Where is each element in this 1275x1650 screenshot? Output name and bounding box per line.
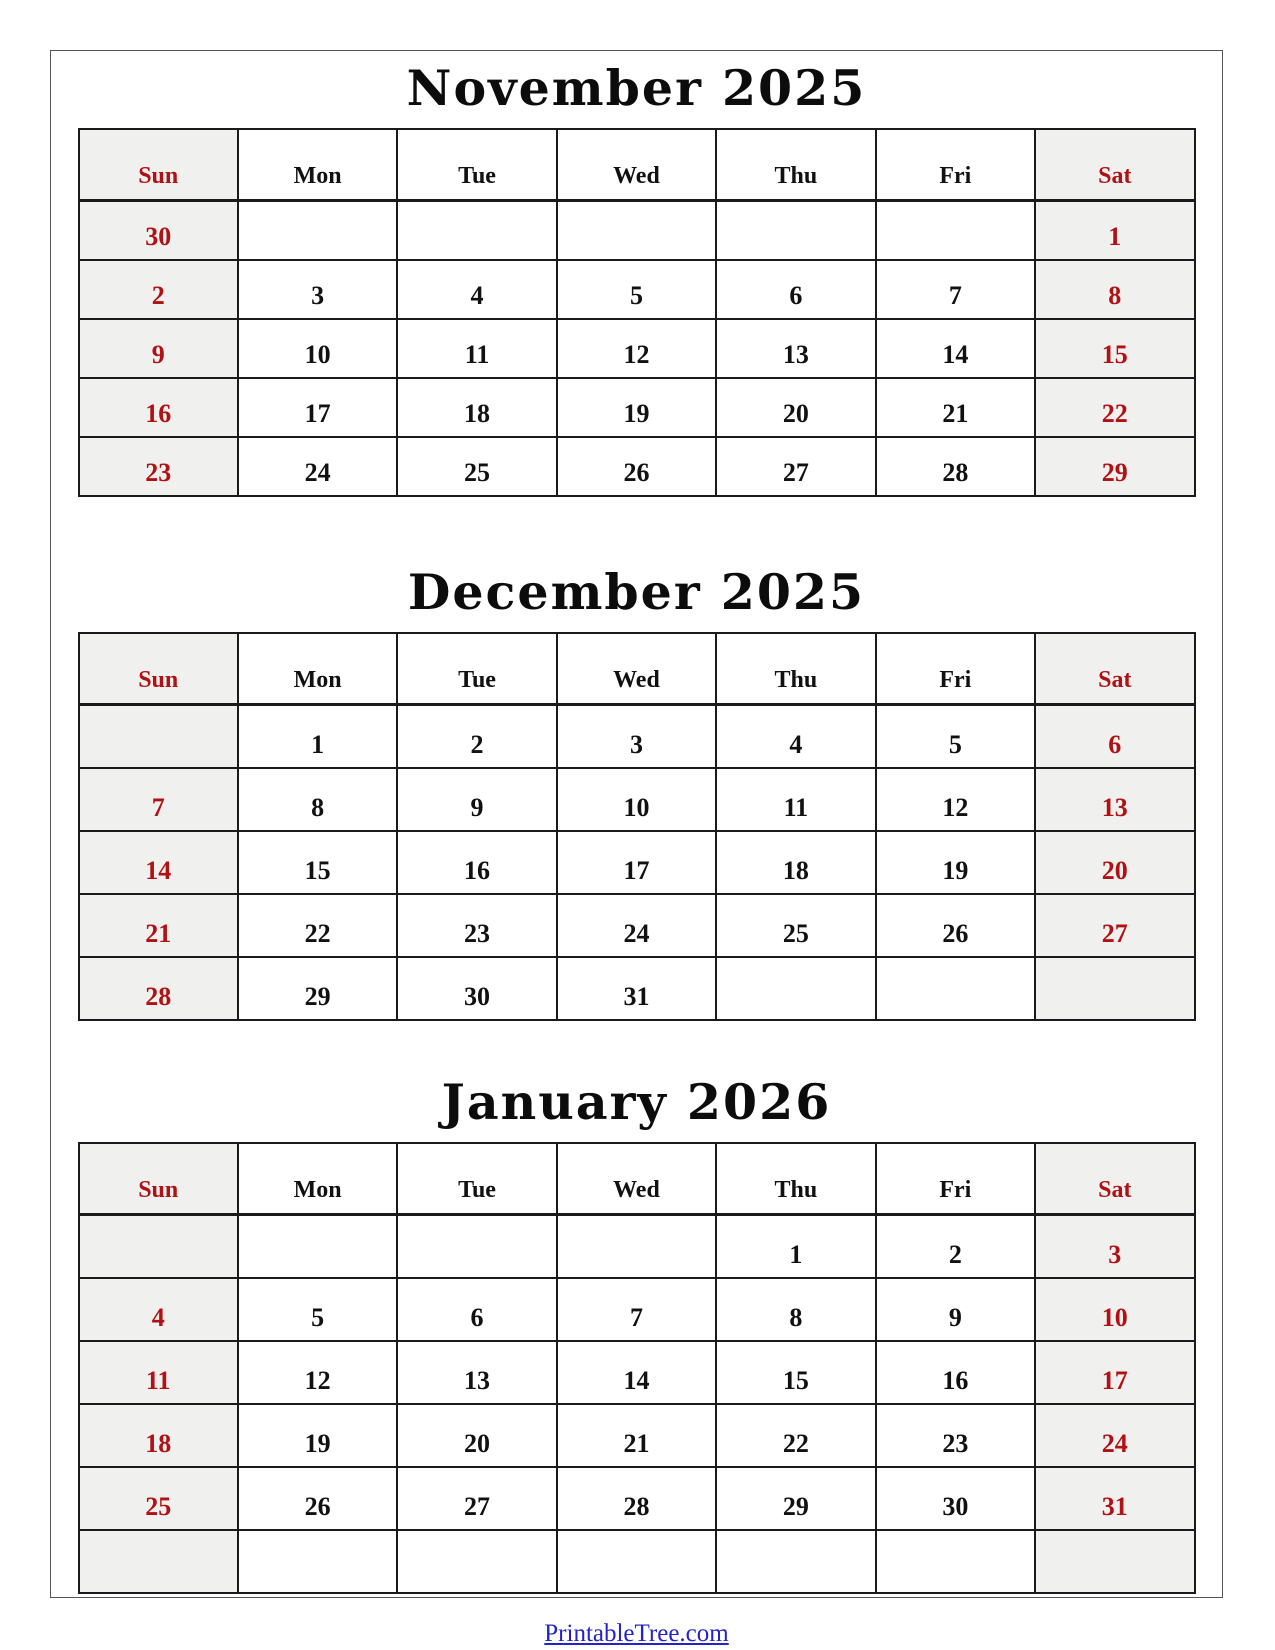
day-cell-20: 20 <box>716 378 875 437</box>
empty-day-cell <box>397 1215 556 1279</box>
weekday-header-sun: Sun <box>79 1143 238 1215</box>
day-cell-27: 27 <box>397 1467 556 1530</box>
day-cell-11: 11 <box>716 768 875 831</box>
day-cell-26: 26 <box>876 894 1035 957</box>
empty-day-cell <box>716 957 875 1020</box>
week-row <box>79 1278 1195 1341</box>
weekday-header-sat: Sat <box>1035 633 1194 705</box>
day-cell-24: 24 <box>1035 1404 1194 1467</box>
day-cell-21: 21 <box>557 1404 716 1467</box>
week-row <box>79 201 1195 261</box>
week-row <box>79 768 1195 831</box>
day-cell-15: 15 <box>716 1341 875 1404</box>
weekday-header-tue: Tue <box>397 129 556 201</box>
day-cell-15: 15 <box>1035 319 1194 378</box>
weekday-header-fri: Fri <box>876 129 1035 201</box>
page-frame <box>50 50 1223 1647</box>
day-cell-22: 22 <box>238 894 397 957</box>
empty-day-cell <box>79 1530 238 1593</box>
day-cell-10: 10 <box>238 319 397 378</box>
empty-day-cell <box>79 705 238 769</box>
empty-day-cell <box>876 1530 1035 1593</box>
empty-day-cell <box>1035 1530 1194 1593</box>
weekday-header-wed: Wed <box>557 633 716 705</box>
empty-day-cell <box>876 201 1035 261</box>
day-cell-25: 25 <box>79 1467 238 1530</box>
weekday-header-sun: Sun <box>79 129 238 201</box>
day-cell-1: 1 <box>716 1215 875 1279</box>
day-cell-22: 22 <box>716 1404 875 1467</box>
day-cell-1: 1 <box>238 705 397 769</box>
weekday-header-mon: Mon <box>238 1143 397 1215</box>
day-cell-28: 28 <box>876 437 1035 496</box>
day-cell-18: 18 <box>716 831 875 894</box>
weekday-header-sat: Sat <box>1035 129 1194 201</box>
day-cell-14: 14 <box>876 319 1035 378</box>
day-cell-26: 26 <box>557 437 716 496</box>
day-cell-17: 17 <box>238 378 397 437</box>
day-cell-12: 12 <box>238 1341 397 1404</box>
month-title-november-2025: November 2025 <box>406 59 867 117</box>
weekday-header-tue: Tue <box>397 633 556 705</box>
day-cell-30: 30 <box>876 1467 1035 1530</box>
empty-day-cell <box>238 1530 397 1593</box>
empty-day-cell <box>397 1530 556 1593</box>
day-cell-20: 20 <box>1035 831 1194 894</box>
day-cell-27: 27 <box>1035 894 1194 957</box>
day-cell-29: 29 <box>238 957 397 1020</box>
day-cell-3: 3 <box>557 705 716 769</box>
weekday-header-row <box>79 633 1195 705</box>
day-cell-13: 13 <box>397 1341 556 1404</box>
empty-day-cell <box>1035 957 1194 1020</box>
day-cell-29: 29 <box>1035 437 1194 496</box>
day-cell-25: 25 <box>716 894 875 957</box>
day-cell-15: 15 <box>238 831 397 894</box>
week-row <box>79 1215 1195 1279</box>
day-cell-7: 7 <box>79 768 238 831</box>
day-cell-1: 1 <box>1035 201 1194 261</box>
day-cell-24: 24 <box>557 894 716 957</box>
calendar-table-january-2026 <box>78 1142 1196 1594</box>
day-cell-25: 25 <box>397 437 556 496</box>
day-cell-9: 9 <box>79 319 238 378</box>
weekday-header-row <box>79 1143 1195 1215</box>
day-cell-6: 6 <box>716 260 875 319</box>
day-cell-16: 16 <box>79 378 238 437</box>
day-cell-5: 5 <box>238 1278 397 1341</box>
day-cell-30: 30 <box>397 957 556 1020</box>
day-cell-31: 31 <box>1035 1467 1194 1530</box>
day-cell-17: 17 <box>557 831 716 894</box>
week-row <box>79 1467 1195 1530</box>
empty-day-cell <box>876 957 1035 1020</box>
day-cell-18: 18 <box>79 1404 238 1467</box>
weekday-header-row <box>79 129 1195 201</box>
day-cell-2: 2 <box>79 260 238 319</box>
week-row <box>79 957 1195 1020</box>
week-row <box>79 378 1195 437</box>
empty-day-cell <box>716 1530 875 1593</box>
day-cell-8: 8 <box>716 1278 875 1341</box>
day-cell-23: 23 <box>876 1404 1035 1467</box>
day-cell-19: 19 <box>557 378 716 437</box>
calendar-table-december-2025 <box>78 632 1196 1021</box>
day-cell-3: 3 <box>1035 1215 1194 1279</box>
day-cell-27: 27 <box>716 437 875 496</box>
week-row <box>79 319 1195 378</box>
day-cell-2: 2 <box>397 705 556 769</box>
day-cell-4: 4 <box>79 1278 238 1341</box>
week-row <box>79 894 1195 957</box>
empty-day-cell <box>238 1215 397 1279</box>
day-cell-31: 31 <box>557 957 716 1020</box>
day-cell-26: 26 <box>238 1467 397 1530</box>
day-cell-6: 6 <box>397 1278 556 1341</box>
day-cell-30: 30 <box>79 201 238 261</box>
weekday-header-thu: Thu <box>716 129 875 201</box>
weekday-header-wed: Wed <box>557 1143 716 1215</box>
day-cell-9: 9 <box>397 768 556 831</box>
weekday-header-sun: Sun <box>79 633 238 705</box>
empty-day-cell <box>79 1215 238 1279</box>
day-cell-5: 5 <box>876 705 1035 769</box>
month-title-january-2026: January 2026 <box>441 1073 832 1131</box>
day-cell-12: 12 <box>876 768 1035 831</box>
empty-day-cell <box>238 201 397 261</box>
day-cell-4: 4 <box>397 260 556 319</box>
day-cell-8: 8 <box>238 768 397 831</box>
day-cell-2: 2 <box>876 1215 1035 1279</box>
day-cell-3: 3 <box>238 260 397 319</box>
day-cell-13: 13 <box>1035 768 1194 831</box>
day-cell-5: 5 <box>557 260 716 319</box>
day-cell-23: 23 <box>397 894 556 957</box>
weekday-header-wed: Wed <box>557 129 716 201</box>
day-cell-4: 4 <box>716 705 875 769</box>
day-cell-20: 20 <box>397 1404 556 1467</box>
weekday-header-tue: Tue <box>397 1143 556 1215</box>
week-row <box>79 831 1195 894</box>
day-cell-21: 21 <box>876 378 1035 437</box>
day-cell-13: 13 <box>716 319 875 378</box>
week-row <box>79 437 1195 496</box>
day-cell-24: 24 <box>238 437 397 496</box>
day-cell-19: 19 <box>238 1404 397 1467</box>
day-cell-16: 16 <box>397 831 556 894</box>
day-cell-8: 8 <box>1035 260 1194 319</box>
weekday-header-mon: Mon <box>238 129 397 201</box>
week-row <box>79 705 1195 769</box>
day-cell-14: 14 <box>79 831 238 894</box>
empty-day-cell <box>557 201 716 261</box>
week-row <box>79 260 1195 319</box>
footer <box>544 1620 728 1648</box>
day-cell-11: 11 <box>79 1341 238 1404</box>
day-cell-9: 9 <box>876 1278 1035 1341</box>
weekday-header-thu: Thu <box>716 1143 875 1215</box>
weekday-header-thu: Thu <box>716 633 875 705</box>
day-cell-7: 7 <box>876 260 1035 319</box>
day-cell-16: 16 <box>876 1341 1035 1404</box>
calendar-table-november-2025 <box>78 128 1196 497</box>
day-cell-29: 29 <box>716 1467 875 1530</box>
day-cell-18: 18 <box>397 378 556 437</box>
day-cell-28: 28 <box>79 957 238 1020</box>
day-cell-10: 10 <box>557 768 716 831</box>
day-cell-22: 22 <box>1035 378 1194 437</box>
day-cell-21: 21 <box>79 894 238 957</box>
empty-day-cell <box>557 1215 716 1279</box>
day-cell-7: 7 <box>557 1278 716 1341</box>
month-title-december-2025: December 2025 <box>407 563 866 621</box>
week-row <box>79 1341 1195 1404</box>
weekday-header-mon: Mon <box>238 633 397 705</box>
day-cell-11: 11 <box>397 319 556 378</box>
weekday-header-sat: Sat <box>1035 1143 1194 1215</box>
weekday-header-fri: Fri <box>876 1143 1035 1215</box>
printabletree-link[interactable]: PrintableTree.com <box>544 1620 729 1647</box>
day-cell-6: 6 <box>1035 705 1194 769</box>
weekday-header-fri: Fri <box>876 633 1035 705</box>
empty-day-cell <box>397 201 556 261</box>
week-row <box>79 1530 1195 1593</box>
empty-day-cell <box>716 201 875 261</box>
day-cell-17: 17 <box>1035 1341 1194 1404</box>
day-cell-23: 23 <box>79 437 238 496</box>
day-cell-10: 10 <box>1035 1278 1194 1341</box>
day-cell-12: 12 <box>557 319 716 378</box>
day-cell-14: 14 <box>557 1341 716 1404</box>
empty-day-cell <box>557 1530 716 1593</box>
day-cell-28: 28 <box>557 1467 716 1530</box>
week-row <box>79 1404 1195 1467</box>
day-cell-19: 19 <box>876 831 1035 894</box>
